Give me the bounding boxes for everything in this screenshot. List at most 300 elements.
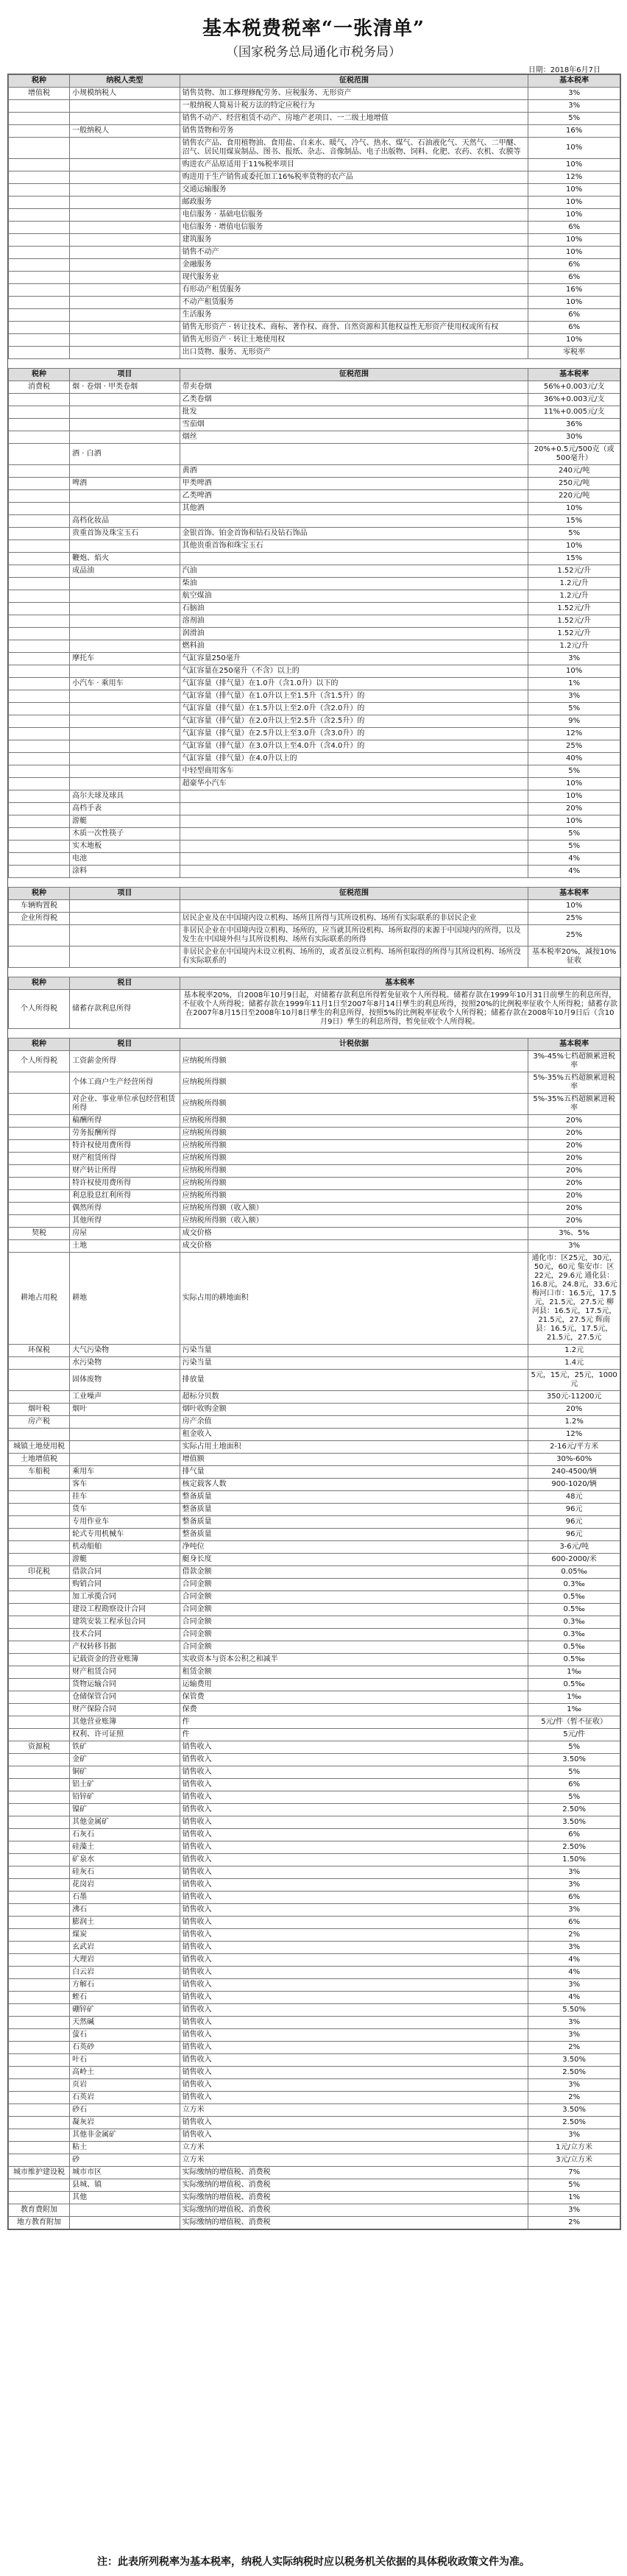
table-row xyxy=(9,925,620,946)
table-cell: 销售收入 xyxy=(180,1841,528,1854)
table-cell: 小汽车 · 乘用车 xyxy=(70,678,180,690)
table-cell xyxy=(70,2204,180,2217)
table-cell: 砂石 xyxy=(70,2104,180,2117)
table-cell: 挂车 xyxy=(70,1491,180,1504)
table-cell: 4% xyxy=(528,866,620,878)
table-cell: 2.50% xyxy=(528,2117,620,2129)
table-cell: 3% xyxy=(528,653,620,665)
table-row xyxy=(9,113,620,125)
table-cell: 10% xyxy=(528,790,620,803)
table-cell xyxy=(180,866,528,878)
table-row xyxy=(9,394,620,406)
table-row xyxy=(9,478,620,490)
table-cell: 出口货物、服务、无形资产 xyxy=(180,347,528,359)
table-cell: 石墨 xyxy=(70,1892,180,1904)
table-cell xyxy=(70,113,180,125)
column-header: 基本税率 xyxy=(528,888,620,900)
table-cell: 3% xyxy=(528,2017,620,2029)
table-row xyxy=(9,159,620,171)
table-cell: 25% xyxy=(528,925,620,946)
table-cell: 3% xyxy=(528,2129,620,2142)
table-cell: 5元/件（暂不征收） xyxy=(528,1716,620,1729)
table-header-row xyxy=(9,75,620,88)
table-cell xyxy=(9,1829,70,1841)
table-row xyxy=(9,247,620,259)
table-cell: 柴油 xyxy=(180,578,528,590)
table-cell xyxy=(70,640,180,653)
table-cell xyxy=(9,1929,70,1942)
table-row xyxy=(9,272,620,284)
table-cell: 销售收入 xyxy=(180,2004,528,2017)
table-row xyxy=(9,259,620,272)
table-row xyxy=(9,2204,620,2217)
table-cell: 契税 xyxy=(9,1228,70,1240)
table-cell xyxy=(180,900,528,913)
table-cell xyxy=(70,272,180,284)
table-cell: 叶石 xyxy=(70,2054,180,2067)
table-cell: 销售收入 xyxy=(180,1892,528,1904)
table-cell: 销售收入 xyxy=(180,1917,528,1929)
table-cell: 镍矿 xyxy=(70,1804,180,1816)
table-cell: 10% xyxy=(528,234,620,247)
table-cell: 金矿 xyxy=(70,1754,180,1766)
table-cell: 销售收入 xyxy=(180,2042,528,2054)
table-row xyxy=(9,1641,620,1654)
table-cell: 3.50% xyxy=(528,1754,620,1766)
table-cell: 核定载客人数 xyxy=(180,1479,528,1491)
table-cell: 1元/立方米 xyxy=(528,2142,620,2154)
table-cell: 增值额 xyxy=(180,1454,528,1466)
column-header: 征税范围 xyxy=(180,369,528,381)
table-row xyxy=(9,2029,620,2042)
table-cell xyxy=(9,209,70,222)
table-cell: 2.50% xyxy=(528,1841,620,1854)
table-cell: 对企业、事业单位承包经营租赁所得 xyxy=(70,1094,180,1115)
table-cell xyxy=(9,1072,70,1094)
table-row xyxy=(9,1391,620,1404)
table-cell: 销售收入 xyxy=(180,2017,528,2029)
table-cell: 20% xyxy=(528,1153,620,1165)
table-row xyxy=(9,138,620,159)
table-cell: 12% xyxy=(528,1429,620,1441)
table-cell: 合同金额 xyxy=(180,1641,528,1654)
table-cell: 销售收入 xyxy=(180,2092,528,2104)
table-cell xyxy=(70,590,180,603)
table-cell: 其他营业账簿 xyxy=(70,1716,180,1729)
table-cell: 应纳税所得额 xyxy=(180,1165,528,1178)
table-row xyxy=(9,1741,620,1754)
table-cell: 3% xyxy=(528,1240,620,1253)
table-cell: 600-2000/米 xyxy=(528,1554,620,1566)
table-cell xyxy=(180,853,528,866)
table-cell xyxy=(9,1666,70,1679)
table-cell: 3% xyxy=(528,88,620,100)
table-row xyxy=(9,1115,620,1128)
table-cell: 净吨位 xyxy=(180,1541,528,1554)
table-row xyxy=(9,1917,620,1929)
table-row xyxy=(9,790,620,803)
table-cell: 1.2元/升 xyxy=(528,578,620,590)
table-cell: 0.3‰ xyxy=(528,1579,620,1591)
table-row xyxy=(9,565,620,578)
table-cell xyxy=(70,184,180,197)
table-row xyxy=(9,2017,620,2029)
table-cell: 0.5‰ xyxy=(528,1604,620,1616)
table-cell: 10% xyxy=(528,197,620,209)
column-header: 税目 xyxy=(70,1038,180,1051)
table-cell xyxy=(9,740,70,753)
table-cell: 轮式专用机械车 xyxy=(70,1529,180,1541)
table-cell xyxy=(9,444,70,465)
table-cell xyxy=(70,309,180,322)
table-cell: 96元 xyxy=(528,1504,620,1516)
table-cell xyxy=(70,209,180,222)
table-cell xyxy=(9,1604,70,1616)
table-cell: 应纳税所得额（收入额） xyxy=(180,1203,528,1215)
table-cell: 0.3‰ xyxy=(528,1616,620,1629)
table-cell: 6% xyxy=(528,222,620,234)
table-cell xyxy=(9,1791,70,1804)
table-row xyxy=(9,578,620,590)
table-cell: 3% xyxy=(528,690,620,703)
table-row xyxy=(9,1691,620,1704)
table-cell: 实际缴纳的增值税、消费税 xyxy=(180,2217,528,2229)
table-cell: 3% xyxy=(528,1879,620,1892)
table-cell xyxy=(9,1203,70,1215)
table-row xyxy=(9,753,620,765)
table-cell xyxy=(9,1165,70,1178)
table-cell xyxy=(9,703,70,715)
table-cell: 合同金额 xyxy=(180,1616,528,1629)
table-cell: 20% xyxy=(528,1190,620,1203)
table-cell xyxy=(9,2067,70,2079)
table-cell xyxy=(9,841,70,853)
table-cell: 48元 xyxy=(528,1491,620,1504)
table-cell: 0.5‰ xyxy=(528,1654,620,1666)
table-cell: 建筑服务 xyxy=(180,234,528,247)
table-cell xyxy=(9,1629,70,1641)
table-cell: 方解石 xyxy=(70,1979,180,1992)
table-row xyxy=(9,431,620,444)
table-cell: 实际缴纳的增值税、消费税 xyxy=(180,2167,528,2179)
table-cell: 小规模纳税人 xyxy=(70,88,180,100)
table-cell: 租金收入 xyxy=(180,1429,528,1441)
table-cell: 木质一次性筷子 xyxy=(70,828,180,841)
table-cell xyxy=(9,1754,70,1766)
table-row xyxy=(9,853,620,866)
table-cell xyxy=(9,1967,70,1979)
table-cell: 7% xyxy=(528,2167,620,2179)
table-cell: 资源税 xyxy=(9,1741,70,1754)
table-cell: 整备质量 xyxy=(180,1516,528,1529)
table-cell: 10% xyxy=(528,540,620,553)
table-row xyxy=(9,2104,620,2117)
table-cell: 借款金额 xyxy=(180,1566,528,1579)
table-cell: 销售收入 xyxy=(180,1779,528,1791)
table-cell xyxy=(180,444,528,465)
table-cell: 应纳税所得额 xyxy=(180,1140,528,1153)
table-cell: 铝土矿 xyxy=(70,1779,180,1791)
table-cell: 建筑安装工程承包合同 xyxy=(70,1616,180,1629)
table-cell: 220元/吨 xyxy=(528,490,620,503)
table-cell xyxy=(9,1904,70,1917)
table-row xyxy=(9,1215,620,1228)
table-cell: 销售收入 xyxy=(180,1854,528,1866)
table-cell: 合同金额 xyxy=(180,1629,528,1641)
table-row xyxy=(9,2142,620,2154)
table-cell xyxy=(70,615,180,628)
table-cell xyxy=(9,1240,70,1253)
table-cell xyxy=(9,1357,70,1370)
table-row xyxy=(9,1240,620,1253)
table-cell: 销售收入 xyxy=(180,2054,528,2067)
table-cell: 15% xyxy=(528,515,620,528)
table-row xyxy=(9,2129,620,2142)
table-row xyxy=(9,1203,620,1215)
table-cell: 超标分贝数 xyxy=(180,1391,528,1404)
table-row xyxy=(9,1866,620,1879)
table-cell: 销售收入 xyxy=(180,2129,528,2142)
table-cell xyxy=(70,2217,180,2229)
table-cell: 印花税 xyxy=(9,1566,70,1579)
table-cell: 4% xyxy=(528,1967,620,1979)
table-row xyxy=(9,2192,620,2204)
table-cell: 利息股息红利所得 xyxy=(70,1190,180,1203)
table-cell: 非居民企业在中国境内未设立机构、场所的，或者虽设立机构、场所但取得的所得与其所设机构、场所没有实际联系的 xyxy=(180,946,528,968)
table-header-row xyxy=(9,888,620,900)
table-cell: 0.5‰ xyxy=(528,1679,620,1691)
table-row xyxy=(9,2042,620,2054)
table-cell: 20% xyxy=(528,1178,620,1190)
column-header: 项目 xyxy=(70,888,180,900)
table-cell: 3元/立方米 xyxy=(528,2154,620,2167)
table-row xyxy=(9,1051,620,1072)
table-cell: 应纳税所得额 xyxy=(180,1128,528,1140)
table-cell xyxy=(9,1616,70,1629)
table-cell xyxy=(9,465,70,478)
table-cell: 5% xyxy=(528,765,620,778)
table-cell xyxy=(9,1391,70,1404)
table-cell: 5% xyxy=(528,528,620,540)
table-cell xyxy=(70,1416,180,1429)
table-row xyxy=(9,1579,620,1591)
table-cell: 25% xyxy=(528,740,620,753)
table-cell xyxy=(70,100,180,113)
table-row xyxy=(9,197,620,209)
table-cell: 带卖卷烟 xyxy=(180,381,528,394)
table-row xyxy=(9,2117,620,2129)
table-cell: 合同金额 xyxy=(180,1591,528,1604)
table-row xyxy=(9,444,620,465)
table-cell xyxy=(180,515,528,528)
table-header-row xyxy=(9,1038,620,1051)
table-cell: 5% xyxy=(528,1791,620,1804)
table-cell: 件 xyxy=(180,1716,528,1729)
table-row xyxy=(9,1704,620,1716)
table-cell: 5%-35%五档超额累进税率 xyxy=(528,1072,620,1094)
table-cell xyxy=(70,334,180,347)
table-cell: 销售收入 xyxy=(180,2029,528,2042)
table-cell: 环保税 xyxy=(9,1345,70,1357)
column-header: 纳税人类型 xyxy=(70,75,180,88)
table-cell: 城市维护建设税 xyxy=(9,2167,70,2179)
table-row xyxy=(9,1616,620,1629)
table-cell: 摩托车 xyxy=(70,653,180,665)
table-cell: 2% xyxy=(528,1929,620,1942)
table-cell: 气缸容量（排气量）在2.5升以上至3.0升（含3.0升）的 xyxy=(180,728,528,740)
table-cell: 汽油 xyxy=(180,565,528,578)
table-cell xyxy=(9,553,70,565)
table-cell: 石灰石 xyxy=(70,1829,180,1841)
table-cell xyxy=(9,259,70,272)
table-cell: 10% xyxy=(528,334,620,347)
table-cell: 0.3‰ xyxy=(528,1629,620,1641)
table-row xyxy=(9,1716,620,1729)
table-cell: 教育费附加 xyxy=(9,2204,70,2217)
table-cell: 实际缴纳的增值税、消费税 xyxy=(180,2179,528,2192)
table-cell xyxy=(9,690,70,703)
table-cell: 甲类啤酒 xyxy=(180,478,528,490)
table-row xyxy=(9,1429,620,1441)
column-header: 基本税率 xyxy=(528,1038,620,1051)
table-row xyxy=(9,347,620,359)
table-row xyxy=(9,2092,620,2104)
table-cell: 高尔夫球及球具 xyxy=(70,790,180,803)
table-cell: 石英砂 xyxy=(70,2042,180,2054)
tax-table-3 xyxy=(8,977,620,1029)
table-cell: 20% xyxy=(528,1128,620,1140)
table-cell: 硅藻土 xyxy=(70,1841,180,1854)
tax-table-2 xyxy=(8,887,620,968)
table-cell: 12% xyxy=(528,171,620,184)
table-cell xyxy=(9,1591,70,1604)
table-cell: 建设工程勘察设计合同 xyxy=(70,1604,180,1616)
table-row xyxy=(9,419,620,431)
table-cell: 页岩 xyxy=(70,2079,180,2092)
table-cell: 2% xyxy=(528,2092,620,2104)
table-row xyxy=(9,1604,620,1616)
table-row xyxy=(9,1654,620,1666)
table-cell xyxy=(180,841,528,853)
table-cell xyxy=(70,753,180,765)
table-row xyxy=(9,1504,620,1516)
section-gap xyxy=(8,878,620,887)
table-cell: 2% xyxy=(528,2217,620,2229)
table-row xyxy=(9,309,620,322)
table-cell: 30% xyxy=(528,431,620,444)
table-cell: 酒 · 白酒 xyxy=(70,444,180,465)
table-cell: 运输费用 xyxy=(180,1679,528,1691)
table-cell xyxy=(9,1892,70,1904)
table-cell: 工业噪声 xyxy=(70,1391,180,1404)
table-cell: 0.5‰ xyxy=(528,1591,620,1604)
table-cell: 萤石 xyxy=(70,2029,180,2042)
table-cell: 96元 xyxy=(528,1516,620,1529)
table-cell: 销售收入 xyxy=(180,1816,528,1829)
table-cell: 乘用车 xyxy=(70,1466,180,1479)
table-cell: 专用作业车 xyxy=(70,1516,180,1529)
table-cell: 40% xyxy=(528,753,620,765)
table-cell: 气缸容量在250毫升（不含）以上的 xyxy=(180,665,528,678)
table-cell: 电信服务 · 增值电信服务 xyxy=(180,222,528,234)
table-cell: 游艇 xyxy=(70,1554,180,1566)
table-cell: 销售收入 xyxy=(180,1992,528,2004)
table-cell xyxy=(70,715,180,728)
table-cell: 销售收入 xyxy=(180,1741,528,1754)
table-cell: 3-6元/吨 xyxy=(528,1541,620,1554)
table-cell: 应纳税所得额 xyxy=(180,1051,528,1072)
table-cell xyxy=(9,2029,70,2042)
table-cell xyxy=(70,765,180,778)
table-row xyxy=(9,1345,620,1357)
table-cell: 应纳税所得额 xyxy=(180,1178,528,1190)
table-cell: 5% xyxy=(528,841,620,853)
table-cell xyxy=(9,138,70,159)
table-row xyxy=(9,866,620,878)
table-cell: 240-4500/辆 xyxy=(528,1466,620,1479)
table-cell: 购销合同 xyxy=(70,1579,180,1591)
table-cell: 特许权使用费所得 xyxy=(70,1178,180,1190)
table-cell: 烟叶 xyxy=(70,1404,180,1416)
table-cell: 烟丝 xyxy=(180,431,528,444)
table-cell: 3%-45%七档超额累进税率 xyxy=(528,1051,620,1072)
table-cell xyxy=(9,1140,70,1153)
table-row xyxy=(9,628,620,640)
table-cell: 超豪华小汽车 xyxy=(180,778,528,790)
table-cell: 销售收入 xyxy=(180,2117,528,2129)
table-row xyxy=(9,297,620,309)
table-cell: 1.2元/升 xyxy=(528,640,620,653)
table-cell xyxy=(70,159,180,171)
table-row xyxy=(9,1094,620,1115)
table-cell xyxy=(70,628,180,640)
table-cell: 仓储保管合同 xyxy=(70,1691,180,1704)
table-cell: 6% xyxy=(528,259,620,272)
table-cell: 矿泉水 xyxy=(70,1854,180,1866)
table-row xyxy=(9,653,620,665)
table-cell xyxy=(9,1942,70,1954)
table-cell: 立方米 xyxy=(180,2104,528,2117)
table-cell: 生活服务 xyxy=(180,309,528,322)
table-cell xyxy=(70,946,180,968)
table-cell xyxy=(9,1691,70,1704)
table-cell: 玄武岩 xyxy=(70,1942,180,1954)
table-cell: 5元，15元，25元，1000元 xyxy=(528,1370,620,1391)
table-cell xyxy=(9,2192,70,2204)
table-cell: 销售无形资产 · 转让土地使用权 xyxy=(180,334,528,347)
table-cell: 劳务报酬所得 xyxy=(70,1128,180,1140)
table-cell xyxy=(9,1579,70,1591)
table-cell: 1.52元/升 xyxy=(528,628,620,640)
table-cell xyxy=(9,2042,70,2054)
table-cell xyxy=(70,540,180,553)
table-row xyxy=(9,1529,620,1541)
tax-table-4 xyxy=(8,1038,620,2229)
table-cell: 350元-11200元 xyxy=(528,1391,620,1404)
table-cell: 销售收入 xyxy=(180,1804,528,1816)
table-cell: 房产余值 xyxy=(180,1416,528,1429)
table-cell: 1% xyxy=(528,2192,620,2204)
table-cell: 加工承揽合同 xyxy=(70,1591,180,1604)
table-cell: 6% xyxy=(528,322,620,334)
table-cell: 耕地占用税 xyxy=(9,1253,70,1345)
table-cell: 销售不动产 xyxy=(180,247,528,259)
table-cell: 1.52元/升 xyxy=(528,565,620,578)
table-cell: 3% xyxy=(528,1979,620,1992)
table-cell xyxy=(70,703,180,715)
table-row xyxy=(9,2004,620,2017)
table-cell: 其他金属矿 xyxy=(70,1816,180,1829)
